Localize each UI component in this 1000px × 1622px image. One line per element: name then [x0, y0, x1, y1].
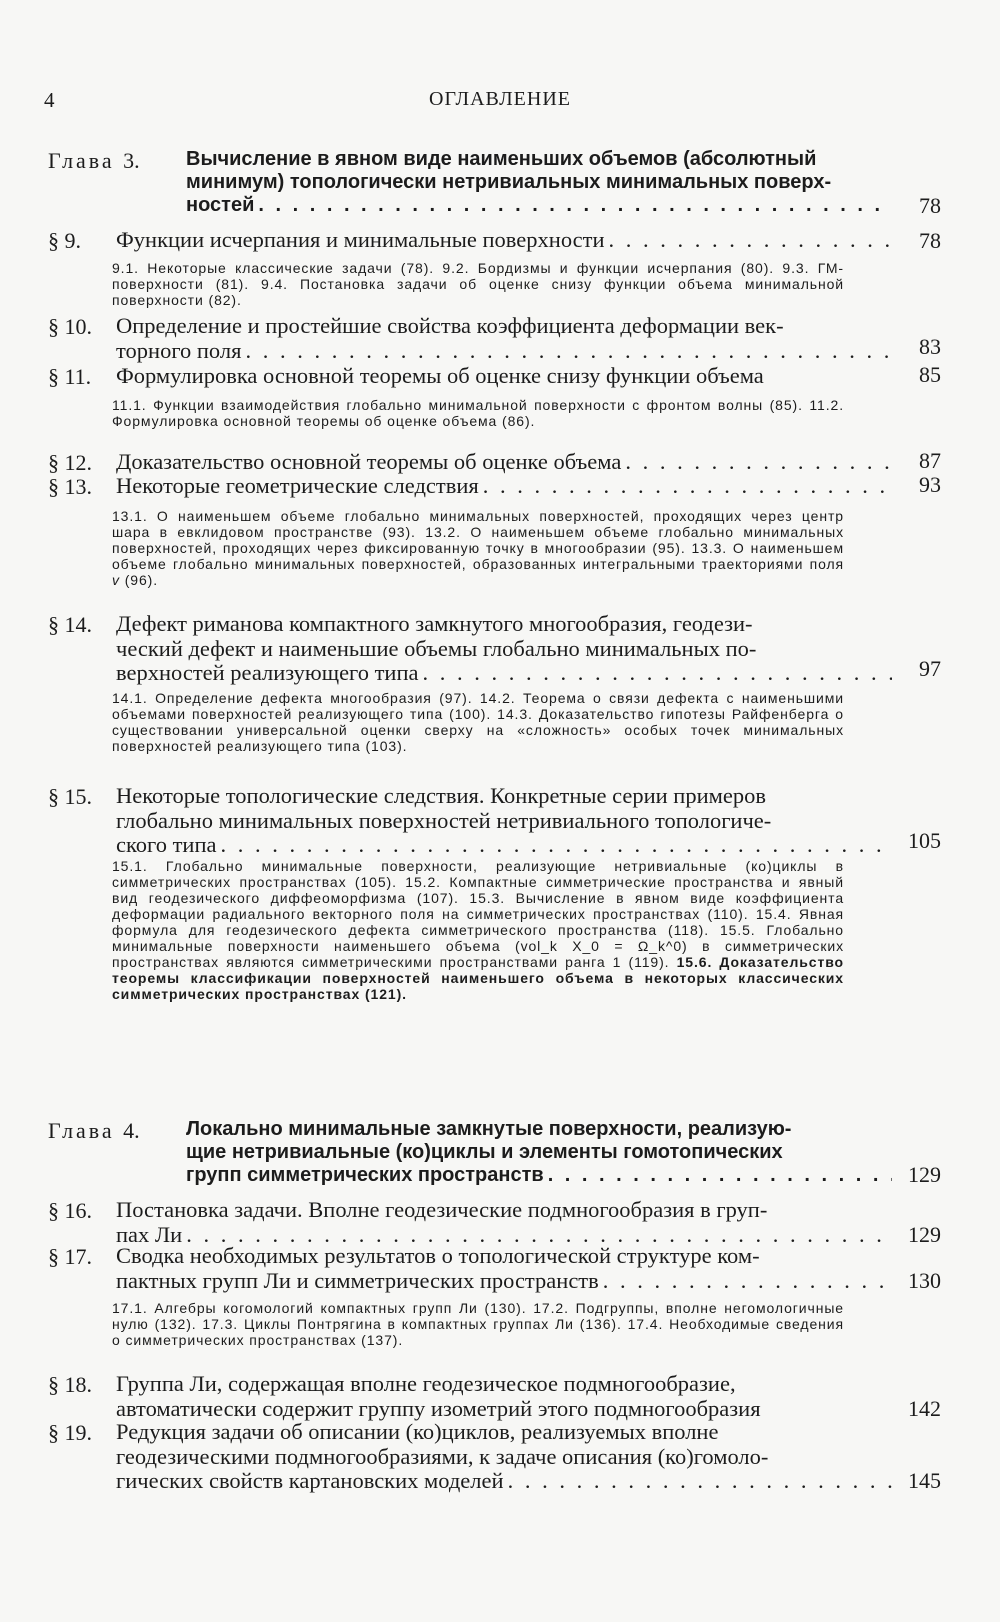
section-title: Некоторые геометрические следствия . . . [116, 474, 892, 499]
section-title: Дефект риманова компактного замкнутого многообразия, геодези- ческий дефект и наименьшие объемы глобально минимальных по- верхностей реализующего типа . . . [116, 612, 892, 686]
subsection-list-15: 15.1. Глобально минимальные поверхности, реализующие нетривиальные (ко)циклы в симметрических пространствах (105). 15.2. Компактные симметрические пространства и явный вид геодезического диффеоморфизма (107). 15.3. Вычисление в явном виде коэффициента деформации радиального векторного поля на симметрических пространствах (110). 15.4. Явная формула для геодезического дефекта симметрического пространства (118). 15.5. Глобально минимальные поверхности наименьшего объема (vol_k X_0 = Ω_k^0) в симметрических пространствах являются симметрическими пространствами ранга 1 (119). 15.6. Доказательство теоремы классификации поверхностей наименьшего объема в некоторых классических симметрических пространствах (121). [112, 858, 844, 1002]
page-header [0, 88, 1000, 118]
section-title: Некоторые топологические следствия. Конкретные серии примеров глобально минимальных поверхностей нетривиального топологиче- ского типа . . . [116, 784, 892, 858]
section-label: § 19. [48, 1420, 92, 1445]
section-title: Группа Ли, содержащая вполне геодезическое подмногообразие, автоматически содержит группу изометрий этого подмногообразия [116, 1371, 761, 1421]
section-title: Доказательство основной теоремы об оценке объема . . . [116, 450, 892, 475]
leader-dots [423, 661, 893, 686]
toc-chapter-3 [48, 148, 948, 218]
page-ref-section-18: 142 [908, 1396, 941, 1421]
toc-chapter-4 [48, 1118, 948, 1188]
section-label: § 12. [48, 450, 92, 475]
page-ref-section-9: 78 [919, 228, 941, 253]
leader-dots [603, 1269, 892, 1294]
page-ref-section-17: 130 [908, 1268, 941, 1293]
page-number: 4 [44, 88, 55, 112]
leader-dots [508, 1469, 892, 1494]
volume-formula: (vol_k X_0 = Ω_k^0) [515, 938, 688, 954]
section-title: Редукция задачи об описании (ко)циклов, реализуемых вполне геодезическими подмногообразиями, к задаче описания (ко)гомоло- гических свойств картановских моделей . . . [116, 1420, 892, 1494]
section-label: § 17. [48, 1244, 92, 1269]
subsection-list-17: 17.1. Алгебры когомологий компактных групп Ли (130). 17.2. Подгруппы, вполне негомологичные нулю (132). 17.3. Циклы Понтрягина в компактных группах Ли (136). 17.4. Необходимые сведения о симметрических пространствах (137). [112, 1300, 844, 1348]
page-ref-section-10: 83 [919, 334, 941, 359]
subsection-list-13: 13.1. О наименьшем объеме глобально минимальных поверхностей, проходящих через центр шара в евклидовом пространстве (93). 13.2. О наименьшем объеме глобально минимальных поверхностей, проходящих через фиксированную точку в многообразии (95). 13.3. О наименьшем объеме глобально минимальных поверхностей, образованных интегральными траекториями поля v (96). [112, 508, 844, 588]
chapter-label: Глава 4. [48, 1118, 140, 1143]
section-label: § 10. [48, 314, 92, 339]
section-label: § 18. [48, 1372, 92, 1397]
section-label: § 16. [48, 1198, 92, 1223]
section-label: § 15. [48, 784, 92, 809]
subsection-list-9: 9.1. Некоторые классические задачи (78). 9.2. Бордизмы и функции исчерпания (80). 9.3. ГМ-поверхности (81). 9.4. Постановка задачи об оценке снизу функции объема минимальной поверхности (82). [112, 260, 844, 308]
chapter-title: Вычисление в явном виде наименьших объемов (абсолютный минимум) топологически нетривиальных минимальных поверх- ностей . . . [186, 148, 892, 217]
page-ref-section-11: 85 [919, 362, 941, 387]
page-ref-section-16: 129 [908, 1222, 941, 1247]
section-title: Функции исчерпания и минимальные поверхности . . . [116, 228, 892, 253]
leader-dots [483, 474, 892, 499]
leader-dots [258, 194, 892, 217]
section-title: Сводка необходимых результатов о топологической структуре ком- пактных групп Ли и симметрических пространств . . . [116, 1244, 892, 1293]
leader-dots [609, 228, 893, 253]
page-ref-chapter-3: 78 [919, 193, 941, 218]
chapter-title: Локально минимальные замкнутые поверхности, реализую- щие нетривиальные (ко)циклы и элементы гомотопических групп симметрических пространств . . . [186, 1118, 892, 1187]
subsection-list-11: 11.1. Функции взаимодействия глобально минимальной поверхности с фронтом волны (85). 11.2. Формулировка основной теоремы об оценке объема (86). [112, 397, 844, 429]
chapter-label: Глава 3. [48, 148, 140, 173]
page-ref-chapter-4: 129 [908, 1162, 941, 1187]
section-title: Определение и простейшие свойства коэффициента деформации век- торного поля . . . [116, 314, 892, 363]
leader-dots [245, 339, 892, 364]
page-title: ОГЛАВЛЕНИЕ [429, 88, 571, 110]
section-title: Постановка задачи. Вполне геодезические подмногообразия в груп- пах Ли . . . [116, 1198, 892, 1247]
leader-dots [625, 450, 892, 475]
leader-dots [220, 833, 892, 858]
subsection-list-14: 14.1. Определение дефекта многообразия (97). 14.2. Теорема о связи дефекта с наименьшими объемами поверхностей реализующего типа (100). 14.3. Доказательство гипотезы Райфенберга о существовании универсальной оценки сверху на «сложность» особых точек минимальных поверхностей реализующего типа (103). [112, 690, 844, 754]
page-ref-section-12: 87 [919, 448, 941, 473]
page-ref-section-15: 105 [908, 828, 941, 853]
page-ref-section-19: 145 [908, 1468, 941, 1493]
section-label: § 14. [48, 612, 92, 637]
leader-dots [548, 1164, 892, 1187]
section-label: § 13. [48, 474, 92, 499]
page-ref-section-13: 93 [919, 472, 941, 497]
section-label: § 11. [48, 364, 92, 389]
section-label: § 9. [48, 228, 81, 253]
section-title: Формулировка основной теоремы об оценке снизу функции объема [116, 363, 764, 388]
page-ref-section-14: 97 [919, 656, 941, 681]
